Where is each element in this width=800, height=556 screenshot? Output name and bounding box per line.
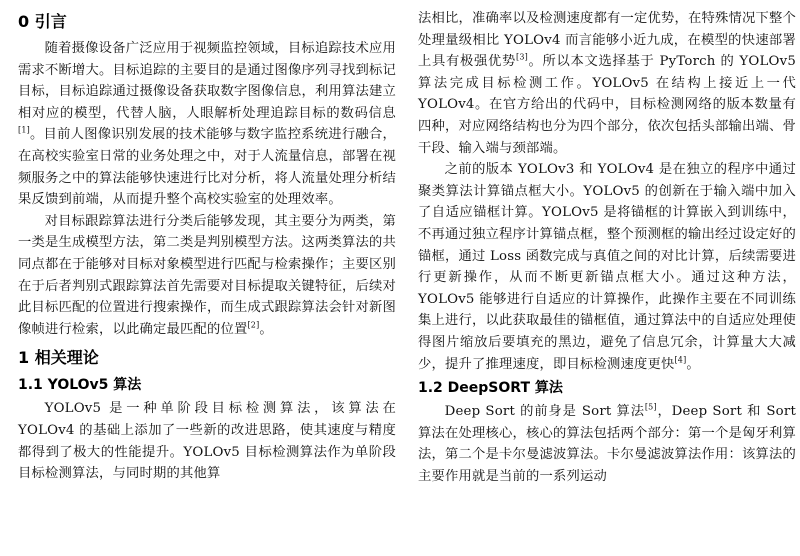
deepsort-paragraph-1-text: Deep Sort 的前身是 Sort 算法 — [444, 404, 645, 420]
intro-paragraph-1-tail: 。目前人图像识别发展的技术能够与数字监控系统进行融合，在高校实验室日常的业务处理之中，对于人流量信息，部署在视频服务之中的算法能够快速进行比对分析，将人流量处理分析结果反馈到前端，从而提升整个高校实验室的处理效率。 — [18, 127, 396, 208]
citation-4: [4] — [674, 355, 687, 365]
citation-5: [5] — [644, 402, 657, 412]
yolov5-paragraph-1: YOLOv5 是一种单阶段目标检测算法，该算法在 YOLOv4 的基础上添加了一些新的改进思路，使其速度与精度都得到了极大的性能提升。YOLOv5 目标检测算法作为单阶段目标检测算法，与同时期的其他算 — [18, 401, 396, 482]
section-heading-introduction: 0 引言 — [18, 12, 67, 31]
subsection-heading-yolov5: 1.1 YOLOv5 算法 — [18, 377, 142, 394]
subsection-heading-deepsort: 1.2 DeepSORT 算法 — [418, 380, 563, 397]
yolov5-paragraph-2 — [418, 159, 796, 375]
yolov5-paragraph-1-continued — [418, 8, 796, 159]
citation-2: [2] — [247, 320, 260, 330]
section-heading-related-theory: 1 相关理论 — [18, 348, 99, 368]
yolov5-paragraph-1-cont-text: 法相比，准确率以及检测速度都有一定优势，在特殊情况下整个处理量级相比 YOLOv4 而言能够小近九成，在模型的快速部署上具有极强优势 — [418, 11, 796, 70]
intro-paragraph-1 — [18, 38, 396, 211]
yolov5-paragraph-2-text: 之前的版本 YOLOv3 和 YOLOv4 是在独立的程序中通过聚类算法计算锚点框大小。YOLOv5 的创新在于输入端中加入了自适应锚框计算。YOLOv5 是将锚框的计算嵌入到训练中，不再通过独立程序计算锚点框，整个预测框的输出经过设定好的锚框，通过 Loss 函数完成与真值之间的对比计算，后续需要进行更新操作，从而不断更新锚点框大小。通过这种方法，YOLOv5 能够进行自适应的计算操作，此操作主要在不同训练集上进行，以此获取最佳的锚框值，通过算法中的自适应处理使得图片缩放后要填充的黑边，避免了信息冗余，计算量大大减少，提升了推理速度，即目标检测速度更快 — [418, 162, 796, 372]
intro-paragraph-2-tail: 。 — [259, 321, 273, 337]
yolov5-paragraph-1-cont-tail: 。所以本文选择基于 PyTorch 的 YOLOv5 算法完成目标检测工作。YOLOv5 在结构上接近上一代 YOLOv4。在官方给出的代码中，目标检测网络的版本数量有四种，对应网络结构也分为四个部分，依次包括头部输出端、骨干段、输入端与颈部端。 — [418, 54, 796, 156]
yolov5-paragraph-2-tail: 。 — [686, 356, 700, 372]
intro-paragraph-2-text: 对目标跟踪算法进行分类后能够发现，其主要分为两类，第一类是生成模型方法，第二类是判别模型方法。这两类算法的共同点都在于能够对目标对象模型进行匹配与检索操作；主要区别在于后者判别式跟踪算法首先需要对目标提取关键特征，后续对此目标匹配的位置进行搜索操作，而生成式跟踪算法会针对新图像帧进行检索，以此确定最匹配的位置 — [18, 213, 396, 337]
intro-paragraph-1-text: 随着摄像设备广泛应用于视频监控领域，目标追踪技术应用需求不断增大。目标追踪的主要目的是通过图像序列寻找到标记目标，目标追踪通过摄像设备获取数字图像信息，利用算法建立相对应的模型，代替人脑，人眼解析处理追踪目标的数码信息 — [18, 41, 396, 121]
deepsort-paragraph-1 — [418, 401, 796, 487]
deepsort-paragraph-1-tail: ，Deep Sort 和 Sort 算法在处理核心，核心的算法包括两个部分：第一个是匈牙利算法，第二个是卡尔曼滤波算法。卡尔曼滤波算法作用：该算法的主要作用就是当前的一系列运动 — [418, 404, 796, 484]
citation-1: [1] — [18, 125, 30, 135]
citation-3: [3] — [516, 52, 528, 62]
left-column — [18, 8, 396, 485]
intro-paragraph-2 — [18, 211, 396, 341]
right-column — [418, 8, 796, 487]
